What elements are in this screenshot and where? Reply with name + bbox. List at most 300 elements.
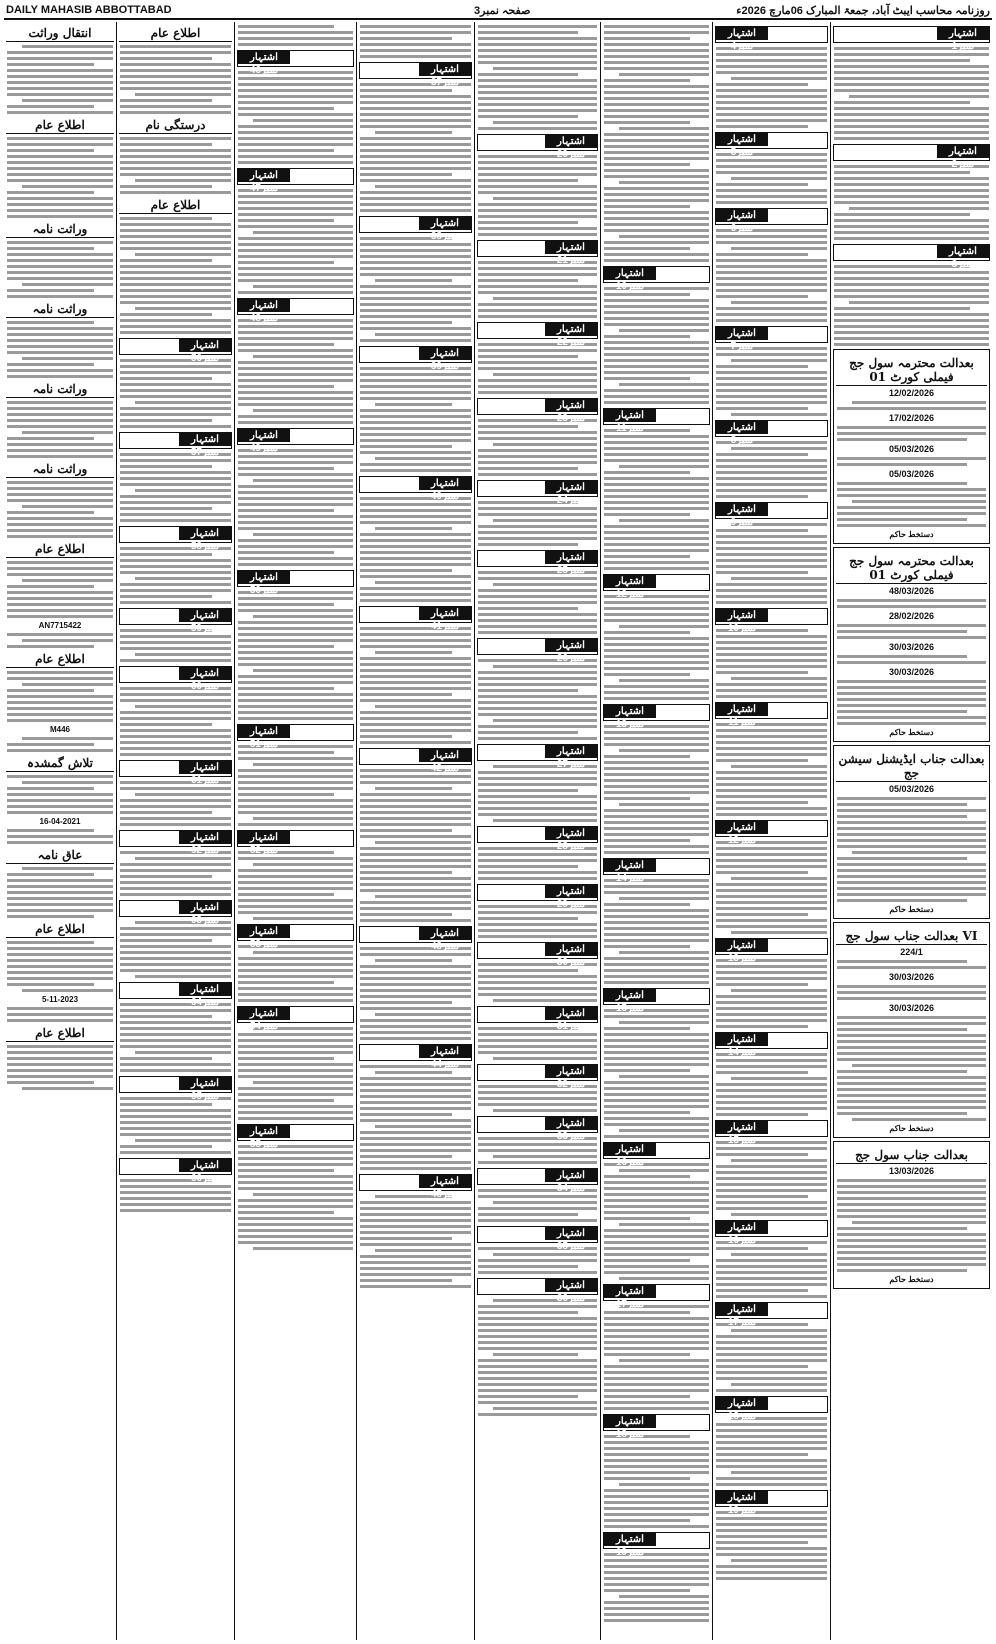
text-line — [478, 127, 597, 130]
text-line — [716, 1353, 827, 1356]
text-line — [716, 459, 827, 462]
text-line — [238, 43, 353, 46]
text-line — [22, 431, 113, 434]
text-line — [716, 1265, 827, 1268]
text-line — [716, 1347, 827, 1350]
text-line — [837, 1191, 986, 1194]
text-line — [837, 821, 986, 824]
text-line — [478, 1413, 597, 1416]
text-line — [120, 565, 231, 568]
text-line — [478, 233, 597, 236]
text-line — [478, 273, 597, 276]
notice-number: اشتہار نمبر31 — [545, 1007, 597, 1020]
text-line — [604, 175, 709, 178]
text-line — [716, 689, 827, 692]
text-line — [253, 817, 353, 820]
notice-number: اشتہار نمبر19 — [604, 1533, 656, 1546]
text-line — [478, 221, 578, 224]
notice-number: اشتہار نمبر11 — [716, 703, 768, 716]
text-line — [120, 419, 212, 422]
text-line — [238, 539, 353, 542]
text-line — [360, 433, 471, 436]
text-line — [360, 261, 471, 264]
text-line — [604, 1601, 709, 1604]
text-line — [7, 591, 113, 594]
text-line — [716, 271, 827, 274]
text-line — [22, 45, 113, 48]
text-line — [238, 421, 353, 424]
text-line — [604, 317, 709, 320]
text-line — [238, 201, 353, 204]
text-line — [716, 1013, 827, 1016]
text-line — [716, 913, 808, 916]
text-line — [360, 699, 471, 702]
text-line — [604, 909, 709, 912]
text-line — [238, 899, 353, 902]
text-line — [619, 383, 709, 386]
text-line — [120, 217, 212, 220]
text-line — [604, 933, 709, 936]
notice-number: اشتہار نمبر27 — [545, 745, 597, 758]
text-line — [604, 607, 709, 610]
text-line — [478, 209, 597, 212]
text-line — [716, 789, 827, 792]
text-line — [7, 835, 113, 838]
text-line — [120, 805, 231, 808]
text-line — [253, 917, 353, 920]
text-line — [7, 327, 113, 330]
text-line — [604, 1241, 709, 1244]
text-line — [478, 929, 597, 932]
text-line — [478, 1097, 597, 1100]
text-line — [360, 1089, 471, 1092]
notice-number: اشتہار نمبر12 — [716, 821, 768, 834]
text-line — [135, 93, 231, 96]
text-line — [120, 1039, 231, 1042]
text-line — [716, 1289, 808, 1292]
notice-label — [715, 208, 828, 234]
text-line — [716, 1517, 827, 1520]
text-line — [360, 439, 471, 442]
text-line — [238, 503, 353, 506]
text-line — [604, 1507, 709, 1510]
text-line — [619, 1169, 709, 1172]
notice-number: اشتہار نمبر10 — [716, 609, 768, 622]
text-line — [716, 865, 827, 868]
text-line — [360, 203, 471, 206]
text-line — [478, 1091, 597, 1094]
notice-label — [237, 168, 354, 194]
court-date: 28/02/2026 — [888, 611, 935, 621]
text-line — [493, 121, 597, 124]
notice-label — [477, 480, 598, 506]
text-line — [478, 1371, 597, 1374]
text-line — [120, 927, 231, 930]
notice-label — [119, 982, 232, 1008]
text-line — [360, 1255, 471, 1258]
text-line — [604, 815, 709, 818]
text-line — [7, 915, 94, 918]
text-line — [7, 1069, 113, 1072]
text-line — [716, 571, 808, 574]
text-line — [7, 339, 113, 342]
section-heading: عاق نامہ — [6, 848, 114, 864]
text-line — [360, 95, 471, 98]
text-line — [716, 259, 827, 262]
text-line — [120, 753, 231, 756]
text-line — [135, 1139, 231, 1142]
text-line — [120, 1109, 231, 1112]
text-line — [478, 917, 578, 920]
text-line — [604, 1501, 709, 1504]
text-line — [375, 959, 452, 962]
text-line — [375, 651, 452, 654]
text-line — [120, 1185, 231, 1188]
text-line — [604, 471, 690, 474]
text-line — [604, 323, 709, 326]
text-line — [360, 409, 471, 412]
text-line — [478, 1149, 597, 1152]
text-line — [478, 97, 597, 100]
notice-number: اشتہار نمبر62 — [179, 831, 231, 844]
text-line — [120, 137, 231, 140]
text-line — [478, 215, 597, 218]
text-line — [604, 1395, 690, 1398]
text-line — [716, 1483, 827, 1486]
text-line — [478, 525, 597, 528]
text-line — [478, 61, 597, 64]
court-date: 05/03/2026 — [888, 469, 935, 479]
section-heading: اطلاع عام — [119, 198, 232, 214]
text-line — [604, 537, 709, 540]
text-line — [7, 885, 113, 888]
text-line — [238, 473, 353, 476]
text-line — [716, 1277, 827, 1280]
text-line — [478, 777, 597, 780]
text-line — [604, 199, 709, 202]
text-line — [604, 1335, 709, 1338]
notice-number: اشتہار نمبر49 — [238, 429, 290, 442]
text-line — [238, 981, 334, 984]
text-line — [238, 1111, 353, 1114]
text-line — [716, 1153, 808, 1156]
text-line — [731, 1471, 827, 1474]
text-line — [834, 195, 989, 198]
text-line — [604, 335, 690, 338]
notice-label — [715, 1032, 828, 1058]
text-line — [360, 919, 471, 922]
text-line — [360, 167, 471, 170]
text-line — [120, 99, 212, 102]
text-line — [834, 265, 970, 268]
text-line — [834, 277, 989, 280]
text-line — [238, 455, 353, 458]
text-line — [120, 259, 212, 262]
text-line — [478, 1377, 597, 1380]
text-line — [478, 185, 597, 188]
text-line — [360, 853, 471, 856]
text-line — [120, 149, 231, 152]
text-line — [22, 579, 113, 582]
text-line — [731, 1159, 827, 1162]
text-line — [716, 1389, 827, 1392]
notice-label — [603, 858, 710, 884]
text-line — [238, 207, 353, 210]
text-line — [731, 765, 827, 768]
text-line — [120, 939, 212, 942]
text-line — [7, 455, 113, 458]
text-line — [604, 1401, 709, 1404]
text-line — [120, 951, 231, 954]
text-line — [478, 683, 597, 686]
text-line — [360, 989, 471, 992]
text-line — [7, 941, 94, 944]
text-line — [837, 845, 986, 848]
text-line — [135, 975, 231, 978]
text-line — [360, 391, 471, 394]
text-line — [837, 655, 967, 658]
notice-label — [603, 266, 710, 292]
text-line — [604, 1525, 709, 1528]
text-line — [7, 891, 113, 894]
text-line — [253, 533, 353, 536]
text-line — [604, 821, 709, 824]
text-line — [360, 639, 471, 642]
text-line — [120, 945, 231, 948]
text-line — [716, 901, 827, 904]
text-line — [360, 847, 471, 850]
text-line — [731, 1329, 827, 1332]
text-line — [837, 1016, 986, 1019]
text-line — [7, 63, 94, 66]
text-line — [478, 85, 597, 88]
text-line — [238, 143, 353, 146]
text-line — [604, 1353, 690, 1356]
column-g — [712, 22, 830, 1640]
text-line — [716, 1165, 827, 1168]
text-line — [716, 683, 827, 686]
text-line — [253, 1247, 353, 1250]
section-heading: اطلاع عام — [6, 542, 114, 558]
text-line — [238, 195, 353, 198]
text-line — [360, 551, 471, 554]
court-date: 13/03/2026 — [888, 1166, 935, 1176]
notice-label — [603, 1142, 710, 1168]
notice-label — [715, 1302, 828, 1328]
text-line — [604, 55, 709, 58]
text-line — [837, 698, 986, 701]
text-line — [7, 775, 113, 778]
text-line — [619, 1021, 709, 1024]
text-line — [604, 1033, 709, 1036]
notice-label — [237, 830, 354, 856]
text-line — [852, 1221, 986, 1224]
text-line — [360, 415, 471, 418]
text-line — [604, 459, 709, 462]
text-line — [120, 235, 231, 238]
text-line — [478, 935, 597, 938]
text-line — [120, 659, 231, 662]
text-line — [120, 811, 212, 814]
text-line — [716, 965, 827, 968]
text-line — [716, 195, 827, 198]
text-line — [120, 595, 212, 598]
text-line — [604, 293, 690, 296]
text-line — [7, 903, 113, 906]
text-line — [619, 1595, 709, 1598]
masthead — [4, 2, 992, 20]
text-line — [360, 781, 471, 784]
text-line — [837, 680, 986, 683]
text-line — [120, 1103, 212, 1106]
text-line — [604, 259, 709, 262]
notice-number: اشتہار نمبر10 — [604, 267, 656, 280]
text-line — [716, 59, 827, 62]
text-line — [604, 97, 709, 100]
column-c — [234, 22, 356, 1640]
text-line — [238, 391, 353, 394]
text-line — [716, 1201, 827, 1204]
text-line — [7, 215, 113, 218]
text-line — [238, 993, 353, 996]
notice-label — [715, 502, 828, 528]
text-line — [852, 1118, 986, 1121]
text-line — [238, 975, 353, 978]
court-heading: بعدالت جناب سول جج — [836, 1148, 987, 1164]
text-line — [238, 467, 334, 470]
text-line — [238, 521, 353, 524]
text-line — [716, 1083, 827, 1086]
text-line — [604, 1259, 690, 1262]
text-line — [619, 803, 709, 806]
text-line — [238, 25, 334, 28]
column-h — [830, 22, 992, 1640]
text-line — [375, 1125, 471, 1128]
text-line — [834, 65, 989, 68]
text-line — [834, 271, 989, 274]
text-line — [478, 859, 597, 862]
text-line — [837, 1106, 986, 1109]
text-line — [478, 1365, 597, 1368]
text-line — [837, 624, 986, 627]
text-line — [604, 1341, 709, 1344]
notice-label — [359, 926, 472, 952]
text-line — [120, 1121, 231, 1124]
text-line — [493, 1253, 597, 1256]
text-line — [7, 719, 113, 722]
text-line — [360, 1101, 471, 1104]
text-line — [238, 693, 353, 696]
reference-number: M446 — [49, 725, 70, 734]
text-line — [7, 1045, 113, 1048]
text-line — [22, 683, 113, 686]
text-line — [7, 983, 94, 986]
text-line — [837, 809, 986, 812]
text-line — [7, 443, 113, 446]
text-line — [837, 1209, 986, 1212]
text-line — [604, 981, 709, 984]
text-line — [716, 1547, 827, 1550]
paper-name: DAILY MAHASIB ABBOTTABAD — [6, 4, 172, 16]
text-line — [478, 701, 597, 704]
reference-number: AN7715422 — [38, 621, 82, 630]
text-line — [604, 241, 709, 244]
text-line — [716, 919, 827, 922]
text-line — [120, 69, 231, 72]
text-line — [360, 563, 471, 566]
text-line — [837, 960, 967, 963]
text-line — [604, 685, 709, 688]
text-line — [120, 559, 231, 562]
text-line — [478, 601, 597, 604]
notice-number: اشتہار نمبر65 — [179, 1077, 231, 1090]
text-line — [238, 963, 353, 966]
text-line — [238, 857, 353, 860]
text-line — [238, 799, 353, 802]
text-line — [120, 459, 231, 462]
text-line — [360, 397, 471, 400]
text-line — [360, 509, 471, 512]
text-line — [834, 219, 989, 222]
text-line — [834, 113, 989, 116]
text-line — [7, 701, 113, 704]
notice-number: اشتہار نمبر60 — [179, 667, 231, 680]
text-line — [120, 295, 231, 298]
notice-number: اشتہار نمبر18 — [604, 1415, 656, 1428]
notice-number: اشتہار نمبر32 — [545, 1065, 597, 1078]
text-line — [849, 207, 989, 210]
text-line — [478, 173, 597, 176]
text-line — [837, 722, 986, 725]
text-line — [135, 307, 231, 310]
text-line — [238, 491, 353, 494]
text-line — [120, 395, 231, 398]
court-date: 30/03/2026 — [888, 667, 935, 677]
text-line — [360, 1037, 471, 1040]
text-line — [238, 787, 353, 790]
text-line — [360, 1119, 471, 1122]
text-line — [604, 109, 709, 112]
text-line — [619, 127, 709, 130]
text-line — [604, 1565, 709, 1568]
text-line — [478, 103, 597, 106]
text-line — [7, 535, 113, 538]
text-line — [7, 805, 113, 808]
text-line — [120, 693, 231, 696]
text-line — [7, 209, 113, 212]
text-line — [716, 1147, 827, 1150]
notice-number: اشتہار نمبر43 — [419, 927, 471, 940]
text-line — [837, 488, 986, 491]
text-line — [837, 407, 986, 410]
text-line — [360, 865, 471, 868]
text-line — [731, 413, 827, 416]
text-line — [478, 981, 597, 984]
text-line — [238, 1051, 353, 1054]
text-line — [7, 105, 94, 108]
notice-number: اشتہار نمبر25 — [545, 551, 597, 564]
text-line — [716, 407, 808, 410]
text-line — [716, 1089, 827, 1092]
section-heading: وراثت نامہ — [6, 222, 114, 238]
text-line — [238, 563, 353, 566]
text-line — [7, 1013, 113, 1016]
text-line — [120, 471, 231, 474]
notice-number: اشتہار نمبر57 — [179, 433, 231, 446]
text-line — [360, 321, 452, 324]
text-line — [604, 1365, 709, 1368]
text-line — [837, 839, 986, 842]
